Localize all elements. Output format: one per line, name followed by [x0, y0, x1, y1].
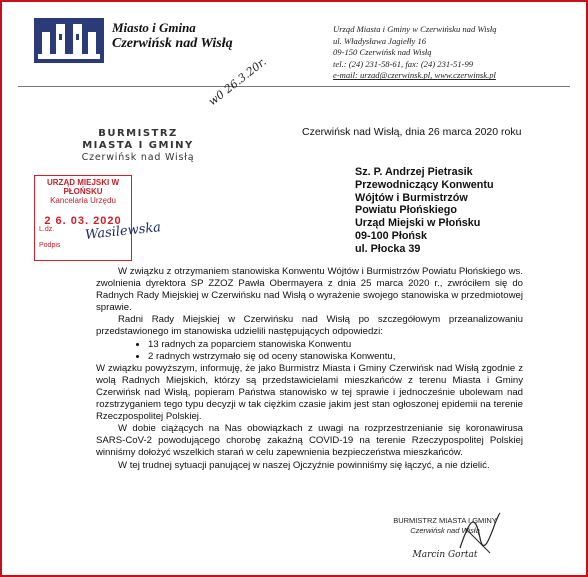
stamp-ldz-label: L.dz. [39, 226, 55, 233]
stamp-date: 2 6. 03. 2020 [44, 215, 122, 227]
addressee-line: ul. Płocka 39 [355, 242, 421, 255]
paragraph-5: W tej trudnej sytuacji panującej w naszej Ojczyźnie powinniśmy się łączyć, a nie dzielić. [118, 459, 490, 471]
handwritten-note: w0 26.3.20r. [206, 55, 269, 109]
paragraph-2: Radni Rady Miejskiej w Czerwińsku nad Wisłą po szczegółowym przeanalizowaniu przedstawionego im stanowiska udzielili następujących odpowiedzi: [96, 314, 523, 338]
coat-of-arms-logo [34, 18, 104, 63]
signature-place: Czerwińsk nad Wisłą [410, 526, 480, 535]
addressee-line: Sz. P. Andrzej Pietrasik [355, 166, 473, 178]
contact-line: Urząd Miasta i Gminy w Czerwińsku nad Wisłą [333, 24, 497, 34]
stamp-signature: Wasilewska [84, 220, 162, 243]
addressee-line: Urząd Miejski w Płońsku [355, 217, 481, 230]
paragraph-3: W związku powyższym, informuję, że jako Burmistrz Miasta i Gminy Czerwińsk nad Wisłą zgodnie z wolą Radnych Miejskich, którzy są przedstawicielami mieszkańców z terenu Miasta i Gminy Czerwińsk nad Wisłą, popieram Państwa stanowisko w tej sprawie i jednocześnie ubolewam nad rozstrzyganiem tego typu decyzji w tak ciężkim czasie jakim jest stan ogłoszonej epidemii na terenie Rzeczpospolitej Polskiej. [96, 362, 523, 423]
letterhead-contact [333, 24, 497, 82]
header-divider [18, 86, 570, 87]
addressee-block [355, 166, 494, 256]
date-line: Czerwińsk nad Wisłą, dnia 26 marca 2020 roku [302, 126, 522, 138]
signature-title: BURMISTRZ MIASTA I GMINY [393, 516, 497, 525]
paragraph-4: W dobie ciążących na Nas obowiązkach z uwagi na rozprzestrzenianie się koronawirusa SARS-CoV-2 powodującego chorobę zakaźną COVID-19 na terenie Rzeczypospolitej Polskiej winniśmy dołożyć wszelkich starań w celu zapewnienia bezpieczeństwa mieszkańców. [96, 423, 523, 459]
list-item: • 2 radnych wstrzymało się od oceny stanowiska Konwentu, [148, 351, 523, 363]
org-line-2: Czerwińsk nad Wisłą [112, 36, 233, 51]
contact-line: 09-150 Czerwińsk nad Wisłą [333, 47, 432, 58]
received-stamp [34, 175, 162, 261]
stamp-office: URZĄD MIEJSKI W PŁOŃSKU [47, 178, 119, 196]
sender-line-3: Czerwińsk nad Wisłą [81, 152, 195, 163]
addressee-line: Przewodniczący Konwentu [355, 178, 494, 191]
letterhead-name [112, 20, 233, 52]
paragraph-1: W związku z otrzymaniem stanowiska Konwentu Wójtów i Burmistrzów Powiatu Płońskiego ws. zwolnienia dyrektora SP ZZOZ Pawła Obermayera z dnia 25 marca 2020 r., zwróciłem się do Radnych Rady Miejskiej w Czerwińsku nad Wisłą o wyrażenie swojego stanowiska w przedmiotowej sprawie. [96, 266, 523, 314]
org-line-1: Miasto i Gmina [112, 20, 196, 35]
list-item: • 13 radnych za poparciem stanowiska Konwentu [148, 339, 523, 351]
addressee-line: Powiatu Płońskiego [355, 204, 457, 217]
contact-line: ul. Władysława Jagiełły 16 [333, 35, 427, 46]
sender-line-1: BURMISTRZ [98, 128, 178, 139]
stamp-dept: Kancelaria Urzędu [50, 196, 116, 205]
sender-line-2: MIASTA I GMINY [82, 140, 194, 151]
stamp-podpis-label: Podpis [39, 242, 61, 249]
addressee-line: 09-100 Płońsk [355, 229, 428, 242]
letter-body [96, 266, 523, 472]
addressee-line: Wójtów i Burmistrzów [355, 191, 468, 204]
contact-line: e-mail: urzad@czerwinsk.pl, www.czerwinsk.pl [333, 70, 496, 81]
sender-block [58, 128, 218, 164]
contact-line: tel.: (24) 231-58-61, fax: (24) 231-51-99 [333, 58, 474, 69]
vote-list [96, 339, 523, 363]
handwritten-signature [455, 508, 505, 558]
signature-name: Marcin Gortat [412, 550, 478, 560]
